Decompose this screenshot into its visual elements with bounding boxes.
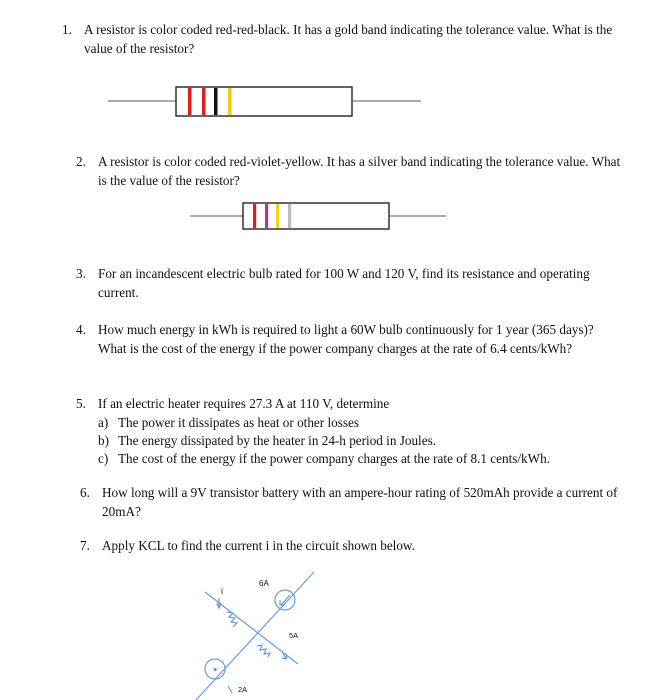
circuit-label-6a: 6A (259, 579, 269, 588)
resistor-1-body (176, 87, 352, 116)
question-text: For an incandescent electric bulb rated for 100 W and 120 V, find its resistance and operating current. (98, 266, 590, 300)
question-text: Apply KCL to find the current i in the circuit shown below. (102, 538, 415, 553)
resistor-1-band-2 (202, 88, 206, 115)
part-text: The energy dissipated by the heater in 24-h period in Joules. (118, 433, 437, 448)
circuit-resistor-lower (257, 645, 270, 657)
question-number: 5. (76, 396, 86, 411)
question-number: 2. (76, 154, 86, 169)
current-source-6a (275, 590, 295, 610)
source-6a-arrow-head (280, 600, 285, 605)
part-text: The cost of the energy if the power company charges at the rate of 8.1 cents/kWh. (118, 451, 550, 466)
part-label: c) (98, 451, 109, 466)
resistor-2-band-1 (253, 204, 256, 228)
circuit-wire-upper-diagonal (205, 592, 298, 664)
circuit-resistor-left (227, 612, 237, 627)
question-text: How long will a 9V transistor battery with an ampere-hour rating of 520mAh provide a current of 20mA? (102, 485, 618, 519)
source-2a-marker: × (213, 667, 218, 674)
resistor-2-band-4 (288, 204, 291, 228)
source-6a-arrow-shaft (281, 595, 290, 605)
question-text: How much energy in kWh is required to light a 60W bulb continuously for 1 year (365 days)? What is the cost of the energy if the power company charges at the rate of 6.4 cents/kWh? (98, 322, 594, 356)
part-label: b) (98, 433, 109, 448)
circuit-label-i: i (221, 586, 223, 596)
resistor-2-body (243, 203, 389, 229)
resistor-2-band-3 (276, 204, 279, 228)
question-number: 4. (76, 322, 86, 337)
current-arrow-5a-head (282, 655, 287, 659)
resistor-2-band-2 (265, 204, 268, 228)
circuit-wire-main-diagonal (196, 572, 314, 700)
resistor-1-band-4 (228, 88, 232, 115)
circuit-label-2a: 2A (238, 685, 248, 694)
resistor-1-band-3 (214, 88, 218, 115)
current-source-2a (205, 659, 225, 679)
resistor-1-band-1 (188, 88, 192, 115)
question-text: A resistor is color coded red-violet-yellow. It has a silver band indicating the tolerance value. What is the value of the resistor? (98, 154, 621, 188)
current-arrow-2a (228, 686, 232, 693)
current-arrow-5a (282, 651, 286, 659)
current-arrow-i-head (217, 603, 221, 608)
part-label: a) (98, 415, 109, 430)
part-text: The power it dissipates as heat or other losses (118, 415, 359, 430)
question-number: 1. (62, 22, 72, 37)
question-text: If an electric heater requires 27.3 A at 110 V, determine (98, 396, 390, 411)
question-text: A resistor is color coded red-red-black. It has a gold band indicating the tolerance value. What is the value of the resistor? (84, 22, 613, 56)
question-number: 3. (76, 266, 86, 281)
circuit-label-5a: 5A (289, 631, 299, 640)
question-number: 7. (80, 538, 90, 553)
question-number: 6. (80, 485, 90, 500)
